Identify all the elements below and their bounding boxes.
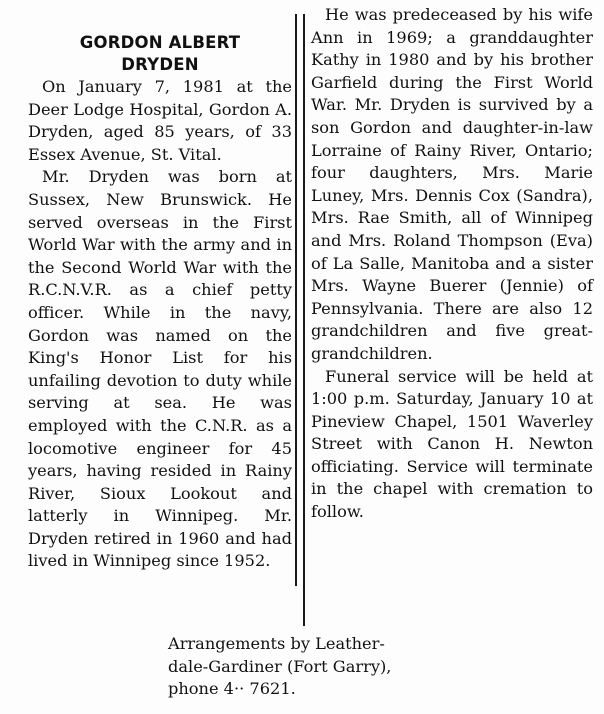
arrangements-line-3: phone 4·· 7621. <box>168 679 296 698</box>
paragraph-death-notice: On January 7, 1981 at the Deer Lodge Hospital, Gordon A. Dryden, aged 85 years, of 33 Essex Avenue, St. Vital. <box>28 77 292 164</box>
column-rule-left <box>295 14 297 586</box>
title-line-1: GORDON ALBERT <box>79 33 241 52</box>
left-column <box>28 32 292 573</box>
obituary-title <box>28 32 292 76</box>
arrangements-line-2: dale-Gardiner (Fort Garry), <box>168 656 392 676</box>
column-rule-right <box>303 14 305 626</box>
paragraph-family: He was predeceased by his wife Ann in 1969; a granddaughter Kathy in 1980 and by his brother Garfield during the First World War. Mr. Dryden is survived by a son Gordon and daughter-in-law Lorraine of Rainy River, Ontario; four daughters, Mrs. Marie Luney, Mrs. Dennis Cox (Sandra), Mrs. Rae Smith, all of Winnipeg and Mrs. Roland Thompson (Eva) of La Salle, Manitoba and a sister Mrs. Wayne Buerer (Jennie) of Pennsylvania. There are also 12 grandchildren and five great-grandchildren. <box>311 5 593 363</box>
funeral-arrangements <box>168 633 458 701</box>
arrangements-line-1: Arrangements by Leather- <box>168 634 385 653</box>
title-line-2: DRYDEN <box>121 55 199 74</box>
right-column <box>311 4 593 524</box>
paragraph-biography: Mr. Dryden was born at Sussex, New Brunswick. He served overseas in the First World War with the army and in the Second World War with the R.C.N.V.R. as a chief petty officer. While in the navy, Gordon was named on the King's Honor List for his unfailing devotion to duty while serving at sea. He was employed with the C.N.R. as a locomotive engineer for 45 years, having resided in Rainy River, Sioux Lookout and latterly in Winnipeg. Mr. Dryden retired in 1960 and had lived in Winnipeg since 1952. <box>28 167 292 571</box>
paragraph-funeral: Funeral service will be held at 1:00 p.m. Saturday, January 10 at Pineview Chapel, 1501 Waverley Street with Canon H. Newton officiating. Service will terminate in the chapel with cremation to follow. <box>311 366 593 522</box>
